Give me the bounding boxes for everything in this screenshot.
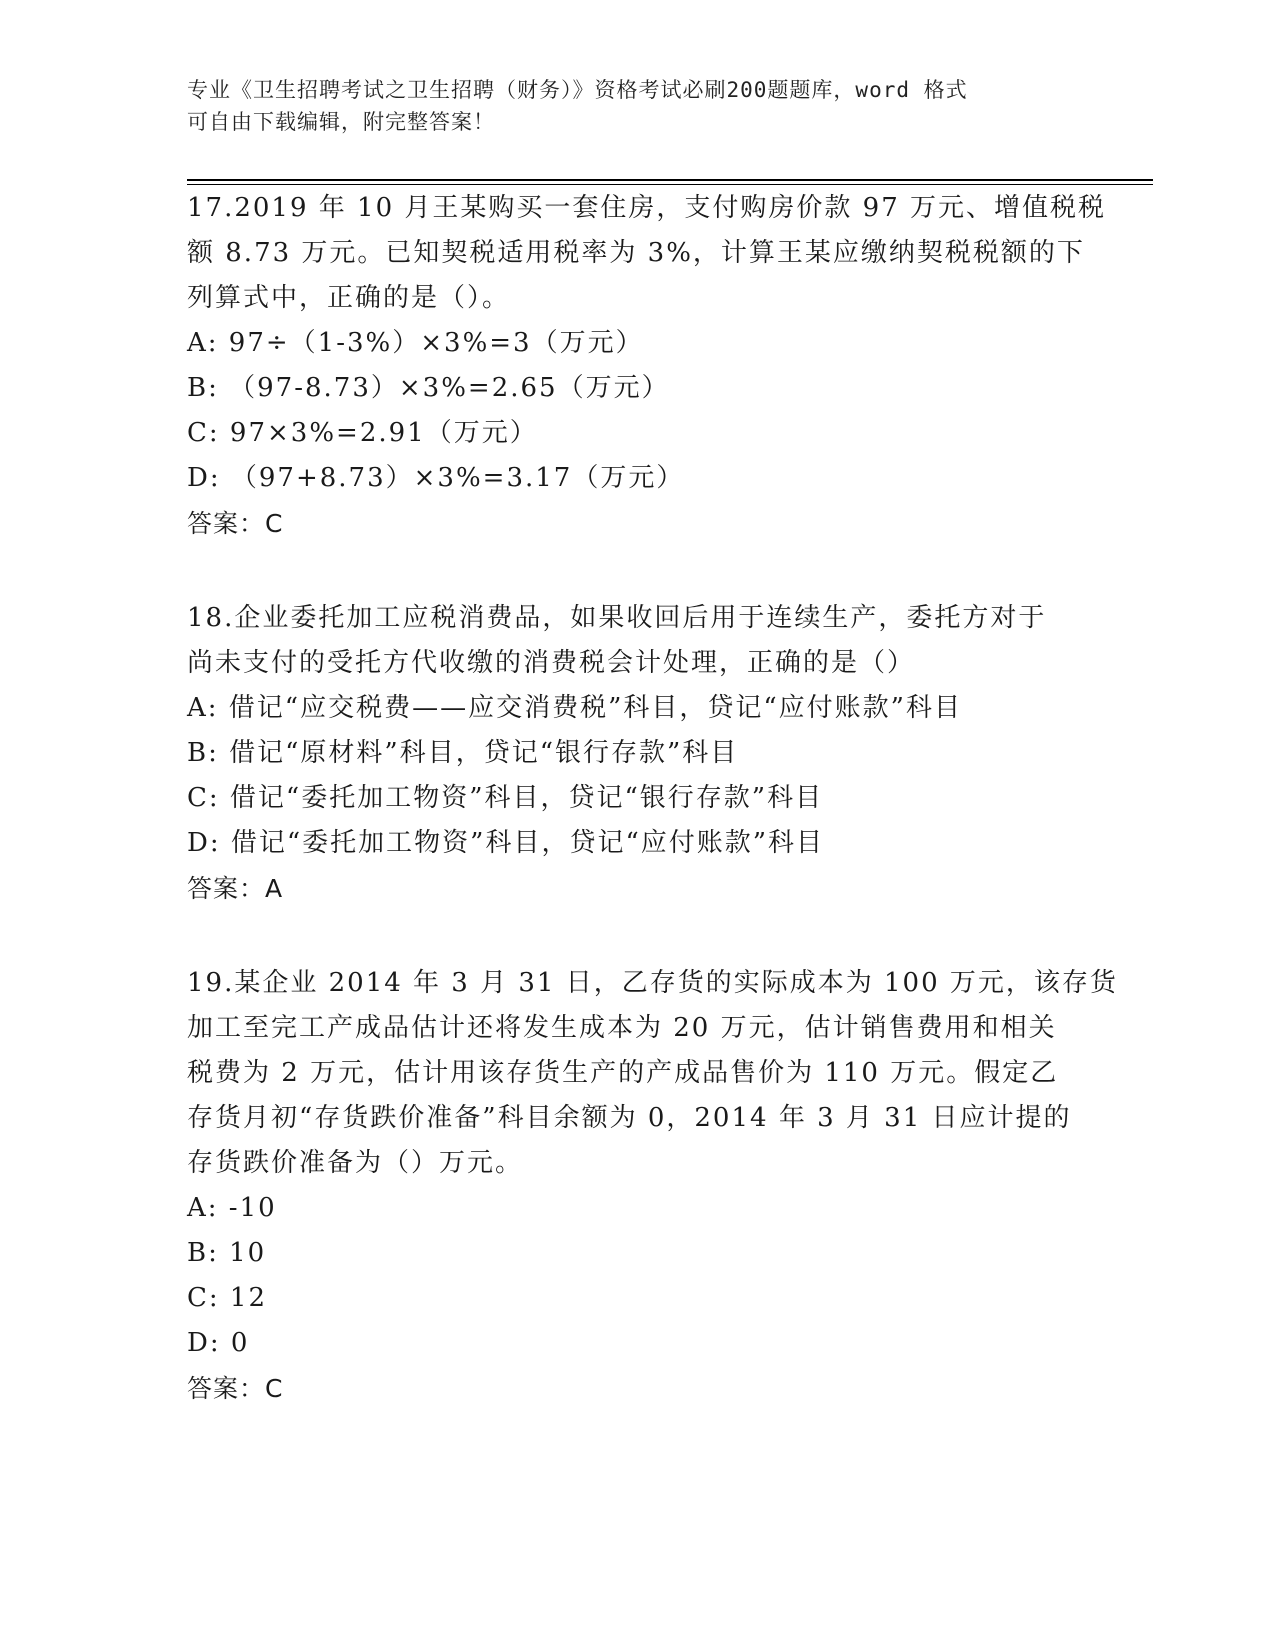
option-d: D: 借记“委托加工物资”科目，贷记“应付账款”科目 xyxy=(187,828,825,858)
question-text-line: 存货跌价准备为（）万元。 xyxy=(187,1148,524,1178)
option-a: A: 97÷（1-3%）×3%=3（万元） xyxy=(187,328,644,358)
document-header xyxy=(187,74,1067,138)
question-text-line: 税费为 2 万元，估计用该存货生产的产成品售价为 110 万元。假定乙 xyxy=(187,1058,1059,1088)
question-text-line: 加工至完工产成品估计还将发生成本为 20 万元，估计销售费用和相关 xyxy=(187,1013,1057,1043)
option-c: C: 97×3%=2.91（万元） xyxy=(187,418,538,448)
option-b: B: 借记“原材料”科目，贷记“银行存款”科目 xyxy=(187,738,739,768)
question-text-line: 额 8.73 万元。已知契税适用税率为 3%，计算王某应缴纳契税税额的下 xyxy=(187,238,1085,268)
option-a: A: 借记“应交税费——应交消费税”科目，贷记“应付账款”科目 xyxy=(187,693,962,723)
option-d: D: 0 xyxy=(187,1328,250,1358)
answer: 答案：C xyxy=(187,1374,284,1403)
header-divider-thick xyxy=(187,179,1153,181)
question-19 xyxy=(187,961,1118,1411)
option-b: B: 10 xyxy=(187,1238,267,1268)
header-line-1: 专业《卫生招聘考试之卫生招聘（财务）》资格考试必刷200题题库，word 格式 xyxy=(187,78,968,102)
option-a: A: -10 xyxy=(187,1193,277,1223)
header-divider-thin xyxy=(187,184,1153,185)
question-text-line: 18.企业委托加工应税消费品，如果收回后用于连续生产，委托方对于 xyxy=(187,603,1047,633)
question-17 xyxy=(187,186,1107,546)
answer: 答案：A xyxy=(187,874,284,903)
question-list xyxy=(187,186,1118,1461)
question-text-line: 尚未支付的受托方代收缴的消费税会计处理，正确的是（） xyxy=(187,648,916,678)
option-c: C: 借记“委托加工物资”科目，贷记“银行存款”科目 xyxy=(187,783,824,813)
option-c: C: 12 xyxy=(187,1283,268,1313)
option-d: D: （97+8.73）×3%=3.17（万元） xyxy=(187,463,685,493)
header-line-2: 可自由下载编辑，附完整答案！ xyxy=(187,110,495,134)
answer: 答案：C xyxy=(187,509,284,538)
option-b: B: （97-8.73）×3%=2.65（万元） xyxy=(187,373,670,403)
question-text-line: 19.某企业 2014 年 3 月 31 日，乙存货的实际成本为 100 万元，该存货 xyxy=(187,968,1118,998)
question-text-line: 存货月初“存货跌价准备”科目余额为 0，2014 年 3 月 31 日应计提的 xyxy=(187,1103,1072,1133)
question-text-line: 列算式中，正确的是（）。 xyxy=(187,283,511,313)
question-18 xyxy=(187,596,1087,911)
question-text-line: 17.2019 年 10 月王某购买一套住房，支付购房价款 97 万元、增值税税 xyxy=(187,193,1107,223)
